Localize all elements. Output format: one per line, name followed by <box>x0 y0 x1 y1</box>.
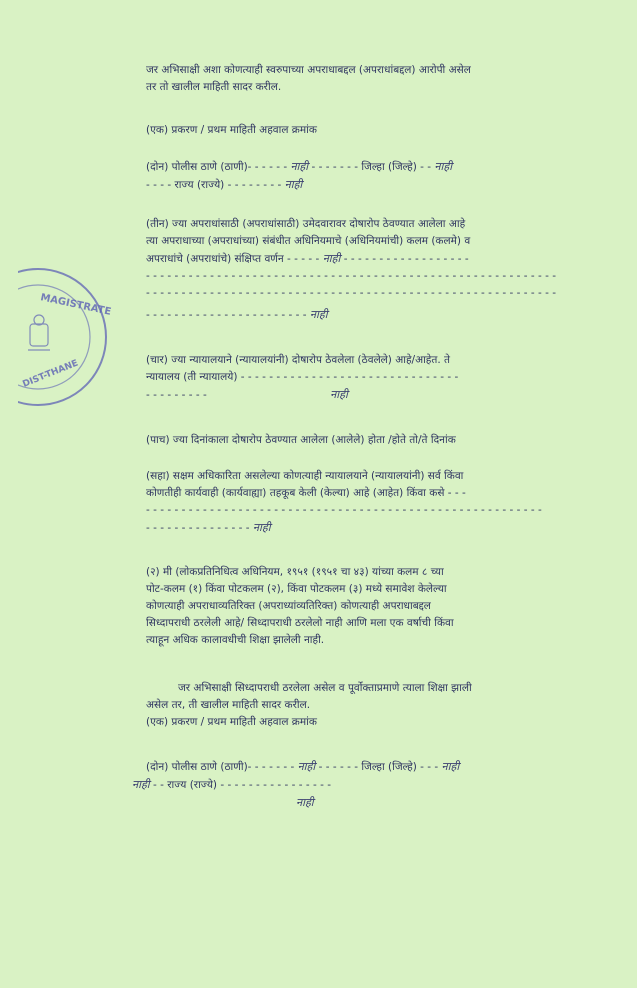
offence-dashes: - - - - - - - - - - - - - - - - - - <box>343 253 469 265</box>
offence-line-6 <box>146 306 556 324</box>
court-line-3 <box>146 386 556 404</box>
svg-text:DIST-THANE: DIST-THANE <box>21 358 80 390</box>
court-label: न्यायालय (ती न्यायालये) - - - - - - - - - - - - - - - - - - - - - - - - - - - - - - - <box>146 371 459 383</box>
intro-line-1: जर अभिसाक्षी अशा कोणत्याही स्वरुपाच्या अपराधाबद्दल (अपराधांबद्दल) आरोपी असेल <box>146 64 471 76</box>
court-handwritten: नाही <box>330 388 348 401</box>
court-line-1: (चार) ज्या न्यायालयाने (न्यायालयांनी) दोषारोप ठेवलेला (ठेवलेले) आहे/आहेत. ते <box>146 354 451 366</box>
convicted-intro-line-2: असेल तर, ती खालील माहिती सादर करील. <box>146 699 311 711</box>
offence-final-handwritten: नाही <box>309 308 328 321</box>
offence-block <box>146 216 556 324</box>
court-dashes: - - - - - - - - - <box>146 389 207 401</box>
state-label: - - - - राज्य (राज्ये) - - - - - - - - <box>146 179 282 191</box>
intro-paragraph <box>146 62 556 96</box>
court-line-2 <box>146 369 556 386</box>
offence-handwritten: नाही <box>322 252 341 265</box>
state-label-2: - - राज्य (राज्ये) - - - - - - - - - <box>153 779 282 791</box>
offence-line-5: - - - - - - - - - - - - - - - - - - - - - - - - - - - - - - - - - - - - - - - - - - - - - - - - - - - - - - - - - - <box>146 287 556 299</box>
district-handwritten-2: नाही <box>441 760 460 773</box>
state-prefix-handwritten-2: नाही <box>132 778 150 791</box>
svg-text:MAGISTRATE: MAGISTRATE <box>39 292 113 318</box>
convicted-fir-label: (एक) प्रकरण / प्रथम माहिती अहवाल क्रमांक <box>146 716 317 728</box>
police-station-line <box>146 158 556 176</box>
fir-number-label: (एक) प्रकरण / प्रथम माहिती अहवाल क्रमांक <box>146 124 317 136</box>
police-station-block-2 <box>132 758 556 812</box>
police-station-line-2 <box>146 758 556 776</box>
state-dashes-2: - - - - - - - <box>284 779 332 791</box>
police-station-handwritten: नाही <box>290 160 309 173</box>
convicted-intro-line-1: जर अभिसाक्षी सिध्दापराधी ठरलेला असेल व पूर्वोक्ताप्रमाणे त्याला शिक्षा झाली <box>178 682 472 694</box>
intro-line-2: तर तो खालील माहिती सादर करील. <box>146 81 282 93</box>
stay-line-3: - - - - - - - - - - - - - - - - - - - - - - - - - - - - - - - - - - - - - - - - - - - - - - - - - - - - - - - - <box>146 504 542 516</box>
stay-line-4 <box>146 519 556 537</box>
district-handwritten: नाही <box>434 160 453 173</box>
police-station-label: (दोन) पोलीस ठाणे (ठाणी)- - - - - - <box>146 161 288 173</box>
stamp-seal-icon <box>18 262 128 412</box>
state-handwritten-2: नाही <box>296 796 314 809</box>
conviction-line-3: कोणत्याही अपराधाव्यतिरिक्त (अपराध्यांव्यतिरिक्त) कोणत्याही अपराधाबद्दल <box>146 600 431 612</box>
district-label-2: - - - - - - जिल्हा (जिल्हे) - - - <box>318 761 439 773</box>
stay-line-1: (सहा) सक्षम अधिकारिता असलेल्या कोणत्याही न्यायालयाने (न्यायालयांनी) सर्व किंवा <box>146 470 464 482</box>
police-station-handwritten-2: नाही <box>297 760 316 773</box>
state-line <box>146 176 556 194</box>
conviction-line-4: सिध्दापराधी ठरलेली आहे/ सिध्दापराधी ठरलेलो नाही आणि मला एक वर्षाची किंवा <box>146 617 454 629</box>
offence-line-1: (तीन) ज्या अपराधांसाठी (अपराधांसाठी) उमेदवारावर दोषारोप ठेवण्यात आलेला आहे <box>146 218 466 230</box>
stay-final-dashes: - - - - - - - - - - - - - - - <box>146 522 250 534</box>
offence-line-3 <box>146 250 556 268</box>
offence-description-label: अपराधांचे (अपराधांचे) संक्षिप्त वर्णन - - - - - <box>146 253 320 265</box>
police-station-label-2: (दोन) पोलीस ठाणे (ठाणी)- - - - - - - <box>146 761 295 773</box>
conviction-line-2: पोट-कलम (१) किंवा पोटकलम (२), किंवा पोटकलम (३) मध्ये समावेश केलेल्या <box>146 583 447 595</box>
stay-line-2: कोणतीही कार्यवाही (कार्यवाह्या) तहकूब केली (केल्या) आहे (आहेत) किंवा कसे - - - <box>146 487 466 499</box>
charge-date-label: (पाच) ज्या दिनांकाला दोषारोप ठेवण्यात आलेला (आलेले) होता /होते तो/ते दिनांक <box>146 434 456 446</box>
conviction-line-1: (२) मी (लोकप्रतिनिधित्व अधिनियम, १९५१ (१९५१ चा ४३) यांच्या कलम ८ च्या <box>146 566 444 578</box>
offence-line-4: - - - - - - - - - - - - - - - - - - - - - - - - - - - - - - - - - - - - - - - - - - - - - - - - - - - - - - - - - - <box>146 270 556 282</box>
state-handwritten-line-2 <box>146 794 556 812</box>
magistrate-stamp <box>18 262 128 412</box>
police-station-block <box>146 158 556 194</box>
conviction-line-5: त्याहून अधिक कालावधीची शिक्षा झालेली नाही. <box>146 634 325 646</box>
offence-line-2: त्या अपराधाच्या (अपराधांच्या) संबंधीत अधिनियमाचे (अधिनियमांची) कलम (कलमे) व <box>146 235 471 247</box>
district-label: - - - - - - - जिल्हा (जिल्हे) - - <box>311 161 432 173</box>
stay-block <box>146 468 556 537</box>
state-line-2 <box>132 776 556 794</box>
stay-handwritten: नाही <box>252 521 271 534</box>
offence-final-dashes: - - - - - - - - - - - - - - - - - - - - - - - <box>146 309 307 321</box>
convicted-intro <box>146 680 556 731</box>
state-handwritten: नाही <box>284 178 303 191</box>
court-block <box>146 352 556 404</box>
conviction-block <box>146 564 556 649</box>
